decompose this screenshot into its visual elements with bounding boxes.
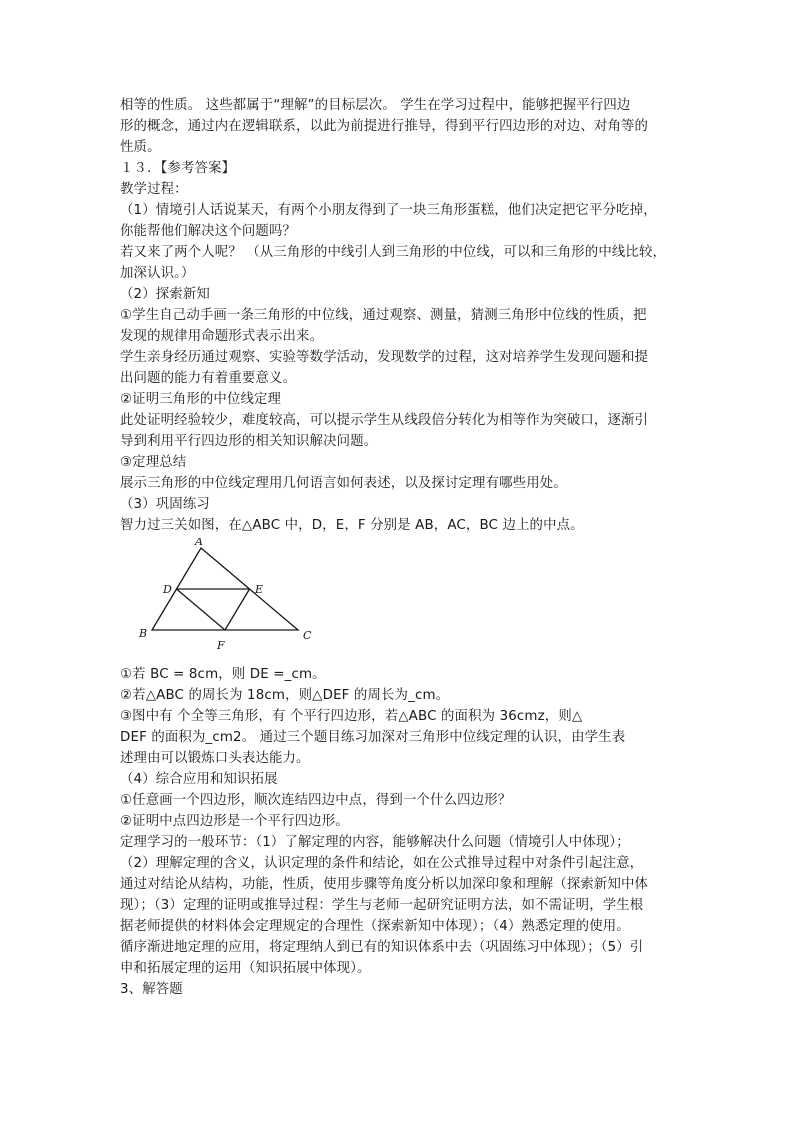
document-body xyxy=(120,95,680,1000)
segment-ef xyxy=(225,589,250,630)
text-line: ②证明三角形的中位线定理 xyxy=(120,392,282,407)
text-line: ①任意画一个四边形，顺次连结四边中点，得到一个什么四边形？ xyxy=(120,793,512,808)
vertex-label-f: F xyxy=(217,639,225,652)
text-line: 相等的性质。 这些都属于“理解”的目标层次。 学生在学习过程中，能够把握平行四边 xyxy=(120,98,631,113)
text-line: （2）理解定理的含义，认识定理的条件和结论，如在公式推导过程中对条件引起注意， xyxy=(120,856,644,871)
section-heading: （2）探索新知 xyxy=(120,287,210,302)
text-line: ②证明中点四边形是一个平行四边形。 xyxy=(120,814,349,829)
text-line: 学生亲身经历通过观察、实验等数学活动，发现数学的过程，这对培养学生发现问题和提 xyxy=(120,350,649,365)
text-line: 出问题的能力有着重要意义。 xyxy=(120,371,297,386)
section-heading: （3）巩固练习 xyxy=(120,497,210,512)
section-heading: 3、解答题 xyxy=(120,982,183,997)
text-line: 展示三角形的中位线定理用几何语言如何表述，以及探讨定理有哪些用处。 xyxy=(120,476,567,491)
text-line: ①学生自己动手画一条三角形的中位线，通过观察、测量，猜测三角形中位线的性质，把 xyxy=(120,308,647,323)
text-line: （1）情境引人话说某天，有两个小朋友得到了一块三角形蛋糕，他们决定把它平分吃掉， xyxy=(120,203,657,218)
text-line: 此处证明经验较少，难度较高，可以提示学生从线段倍分转化为相等作为突破口，逐渐引 xyxy=(120,413,649,428)
segment-df xyxy=(177,589,226,630)
text-line: DEF 的面积为_cm2。 通过三个题目练习加深对三角形中位线定理的认识，由学生表 xyxy=(120,730,626,745)
text-line: 你能帮他们解决这个问题吗？ xyxy=(120,224,297,239)
text-line: 智力过三关如图，在△ABC 中，D，E，F 分别是 AB，AC，BC 边上的中点。 xyxy=(120,518,584,533)
text-line: 现）；（3）定理的证明或推导过程：学生与老师一起研究证明方法，如不需证明，学生根 xyxy=(120,898,644,913)
section-heading: （4）综合应用和知识拓展 xyxy=(120,772,278,787)
text-line: 形的概念，通过内在逻辑联系，以此为前提进行推导，得到平行四边形的对边、对角等的 xyxy=(120,119,649,134)
triangle-figure xyxy=(120,536,680,664)
text-line: 发现的规律用命题形式表示出来。 xyxy=(120,329,324,344)
text-line: 加深认识。） xyxy=(120,266,195,281)
text-line: 教学过程： xyxy=(120,182,188,197)
text-line: ②若△ABC 的周长为 18cm，则△DEF 的周长为_cm。 xyxy=(120,688,450,703)
answer-heading: １３．【参考答案】 xyxy=(120,161,236,176)
text-line: 述理由可以锻炼口头表达能力。 xyxy=(120,751,310,766)
text-line: ③图中有 个全等三角形，有 个平行四边形，若△ABC 的面积为 36cmz，则△ xyxy=(120,709,583,724)
text-line: 申和拓展定理的运用（知识拓展中体现）。 xyxy=(120,961,371,976)
text-line: 通过对结论从结构，功能，性质，使用步骤等角度分析以加深印象和理解（探索新知中体 xyxy=(120,877,649,892)
vertex-label-c: C xyxy=(303,629,312,642)
text-line: 据老师提供的材料体会定理规定的合理性（探索新知中体现）；（4）熟悉定理的使用。 xyxy=(120,919,630,934)
vertex-label-e: E xyxy=(255,583,264,596)
text-line: 循序渐进地定理的应用，将定理纳人到已有的知识体系中去（巩固练习中体现）；（5）引 xyxy=(120,940,644,955)
text-line: 性质。 xyxy=(120,140,161,155)
vertex-label-d: D xyxy=(163,583,172,596)
text-line: 若又来了两个人呢？ （从三角形的中线引人到三角形的中位线，可以和三角形的中线比较， xyxy=(120,245,667,260)
text-line: 定理学习的一般环节：（1）了解定理的内容，能够解决什么问题（情境引人中体现）； xyxy=(120,835,630,850)
text-line: ①若 BC = 8cm，则 DE =_cm。 xyxy=(120,667,326,682)
text-line: ③定理总结 xyxy=(120,455,187,470)
vertex-label-b: B xyxy=(139,627,148,640)
vertex-label-a: A xyxy=(195,538,204,548)
triangle-diagram xyxy=(138,538,328,663)
text-line: 导到利用平行四边形的相关知识解决问题。 xyxy=(120,434,378,449)
